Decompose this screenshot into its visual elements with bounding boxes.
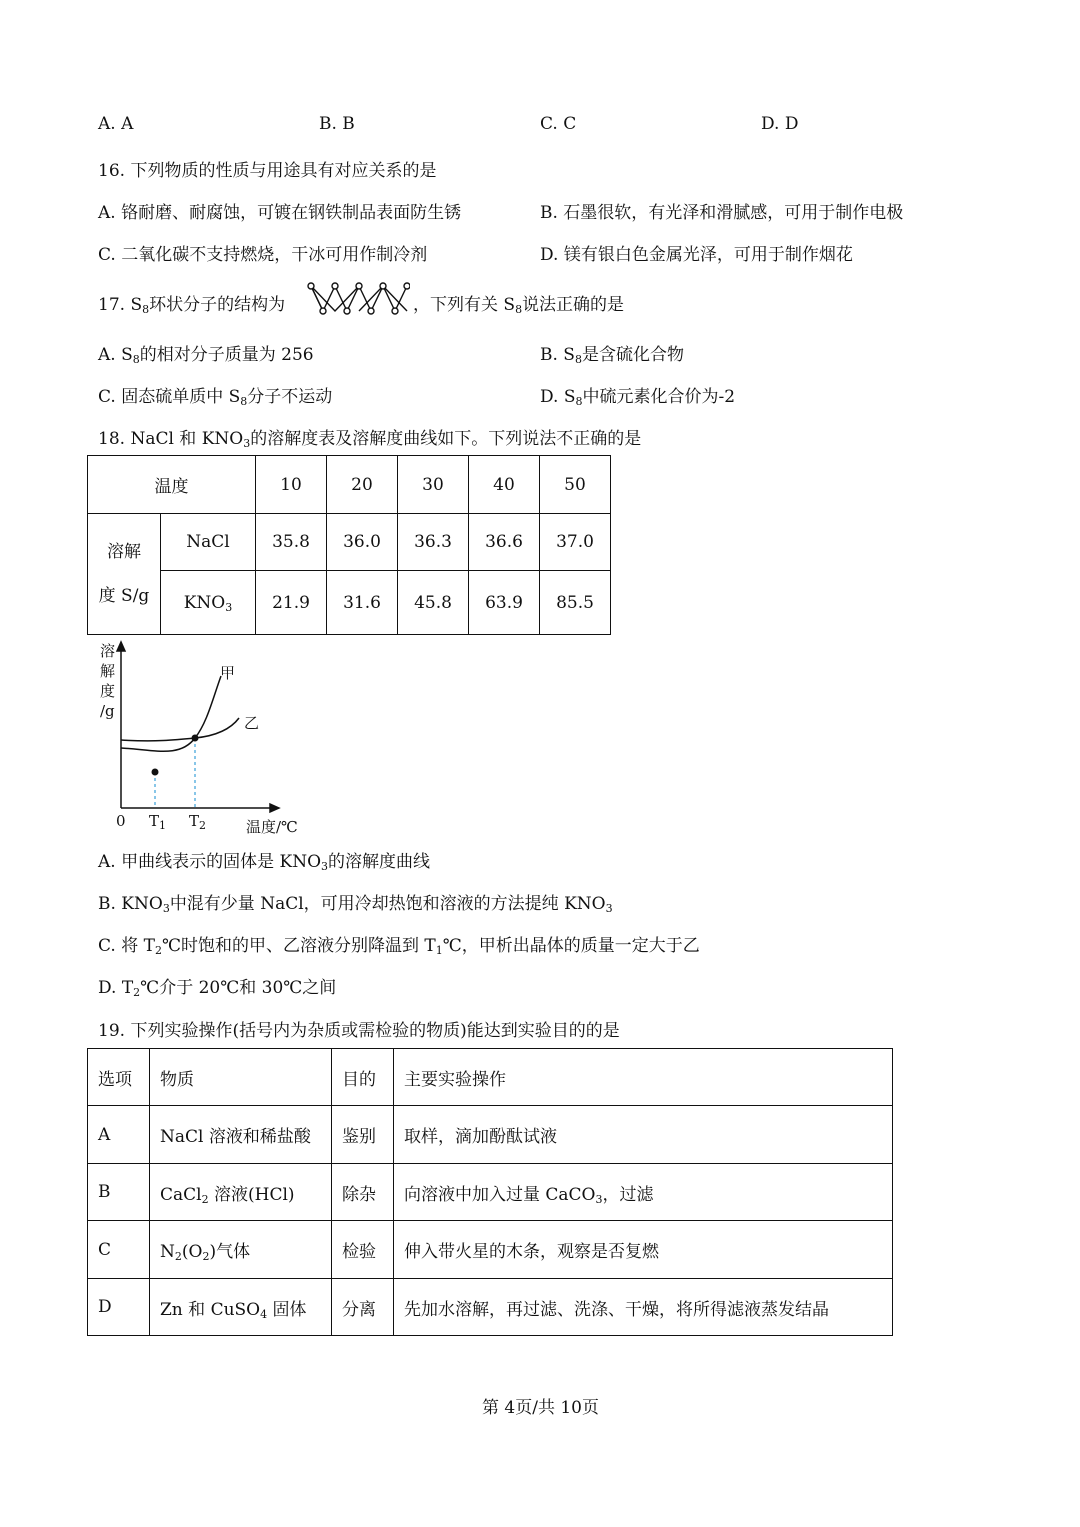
row-option: D — [88, 1279, 150, 1336]
q17-option-c: C. 固态硫单质中 $S_8$分子不运动 — [98, 387, 333, 408]
curve-yi-label: 乙 — [244, 714, 260, 732]
curve-jia-label: 甲 — [220, 664, 236, 682]
row-operation: 先加水溶解，再过滤、洗涤、干燥，将所得滤液蒸发结晶 — [394, 1279, 893, 1336]
table-row — [88, 1279, 893, 1336]
q16-option-a: A. 铬耐磨、耐腐蚀，可镀在钢铁制品表面防生锈 — [98, 203, 462, 223]
q16-option-b: B. 石墨很软，有光泽和滑腻感，可用于制作电极 — [540, 203, 904, 223]
table-row — [88, 1221, 893, 1279]
table-row — [88, 1164, 893, 1221]
q17-option-d: D. $S_8$中硫元素化合价为-2 — [540, 387, 736, 408]
row-substance: CaCl$_2$ 溶液(HCl) — [150, 1164, 332, 1221]
graph-y-label: 溶 解 度 /g — [100, 642, 116, 720]
solubility-curve-graph — [95, 638, 315, 838]
row-purpose: 分离 — [332, 1279, 394, 1336]
q18-option-a: A. 甲曲线表示的固体是 $KNO_3$的溶解度曲线 — [98, 852, 431, 873]
table-row — [88, 1106, 893, 1164]
y-axis-arrow — [117, 642, 125, 651]
x-axis-arrow — [270, 804, 279, 812]
header-operation: 主要实验操作 — [394, 1049, 893, 1106]
s8-ring-structure-diagram — [305, 281, 410, 317]
page-footer: 第 4页/共 10页 — [482, 1398, 599, 1418]
q18-option-d: D. $T_2℃$介于 20℃和 30℃之间 — [98, 978, 337, 999]
curve-yi — [121, 718, 239, 741]
kno3-value: 63.9 — [469, 571, 540, 635]
header-substance: 物质 — [150, 1049, 332, 1106]
t1-label: $T_1$ — [149, 812, 167, 832]
point-t2 — [192, 735, 199, 742]
q15-option-c: C. C — [540, 114, 577, 134]
row-purpose: 除杂 — [332, 1164, 394, 1221]
graph-x-label: 温度/℃ — [246, 818, 298, 836]
q15-option-a: A. A — [98, 114, 134, 134]
kno3-value: 31.6 — [327, 571, 398, 635]
row-purpose: 检验 — [332, 1221, 394, 1279]
q17-stem-left: 17. $S_8$环状分子的结构为 — [98, 295, 286, 316]
row-operation: 伸入带火星的木条，观察是否复燃 — [394, 1221, 893, 1279]
kno3-value: 21.9 — [256, 571, 327, 635]
temp-cell: 10 — [256, 456, 327, 514]
point-t1 — [152, 769, 159, 776]
row-operation: 向溶液中加入过量 CaCO$_3$，过滤 — [394, 1164, 893, 1221]
temp-cell: 40 — [469, 456, 540, 514]
q19-stem: 19. 下列实验操作(括号内为杂质或需检验的物质)能达到实验目的的是 — [98, 1021, 620, 1041]
header-purpose: 目的 — [332, 1049, 394, 1106]
q17-stem-right: ，下列有关 $S_8$说法正确的是 — [413, 295, 625, 316]
row-option: A — [88, 1106, 150, 1164]
row-option: C — [88, 1221, 150, 1279]
q15-option-b: B. B — [319, 114, 355, 134]
q16-option-c: C. 二氧化碳不支持燃烧，干冰可用作制冷剂 — [98, 245, 428, 265]
temp-cell: 50 — [540, 456, 611, 514]
kno3-value: 45.8 — [398, 571, 469, 635]
row-operation: 取样，滴加酚酞试液 — [394, 1106, 893, 1164]
row-option: B — [88, 1164, 150, 1221]
q16-stem: 16. 下列物质的性质与用途具有对应关系的是 — [98, 161, 437, 181]
q18-option-b: B. $KNO_3$中混有少量 NaCl，可用冷却热饱和溶液的方法提纯 $KNO_3$ — [98, 894, 613, 915]
row-substance: NaCl 溶液和稀盐酸 — [150, 1106, 332, 1164]
solubility-table — [87, 455, 611, 635]
nacl-value: 36.6 — [469, 514, 540, 571]
temp-header: 温度 — [88, 456, 256, 514]
kno3-label: $KNO_3$ — [161, 571, 256, 635]
nacl-value: 36.0 — [327, 514, 398, 571]
nacl-label: NaCl — [161, 514, 256, 571]
row-purpose: 鉴别 — [332, 1106, 394, 1164]
nacl-value: 35.8 — [256, 514, 327, 571]
q16-option-d: D. 镁有银白色金属光泽，可用于制作烟花 — [540, 245, 853, 265]
graph-origin: 0 — [116, 812, 126, 830]
header-option: 选项 — [88, 1049, 150, 1106]
q18-stem: 18. NaCl 和 $KNO_3$的溶解度表及溶解度曲线如下。下列说法不正确的是 — [98, 429, 642, 450]
temp-cell: 30 — [398, 456, 469, 514]
row-substance: Zn 和 CuSO$_4$ 固体 — [150, 1279, 332, 1336]
t2-label: $T_2$ — [189, 812, 207, 832]
q15-option-d: D. D — [761, 114, 799, 134]
q17-option-b: B. $S_8$是含硫化合物 — [540, 345, 684, 366]
nacl-value: 37.0 — [540, 514, 611, 571]
experiment-table — [87, 1048, 893, 1336]
q18-option-c: C. 将 $T_2℃$时饱和的甲、乙溶液分别降温到 $T_1℃$，甲析出晶体的质量一定大于乙 — [98, 936, 700, 957]
temp-cell: 20 — [327, 456, 398, 514]
q17-option-a: A. $S_8$的相对分子质量为 256 — [98, 345, 314, 366]
nacl-value: 36.3 — [398, 514, 469, 571]
solubility-row-label: 溶解 度 S/g — [88, 514, 161, 635]
kno3-value: 85.5 — [540, 571, 611, 635]
row-substance: $N_2(O_2)$气体 — [150, 1221, 332, 1279]
